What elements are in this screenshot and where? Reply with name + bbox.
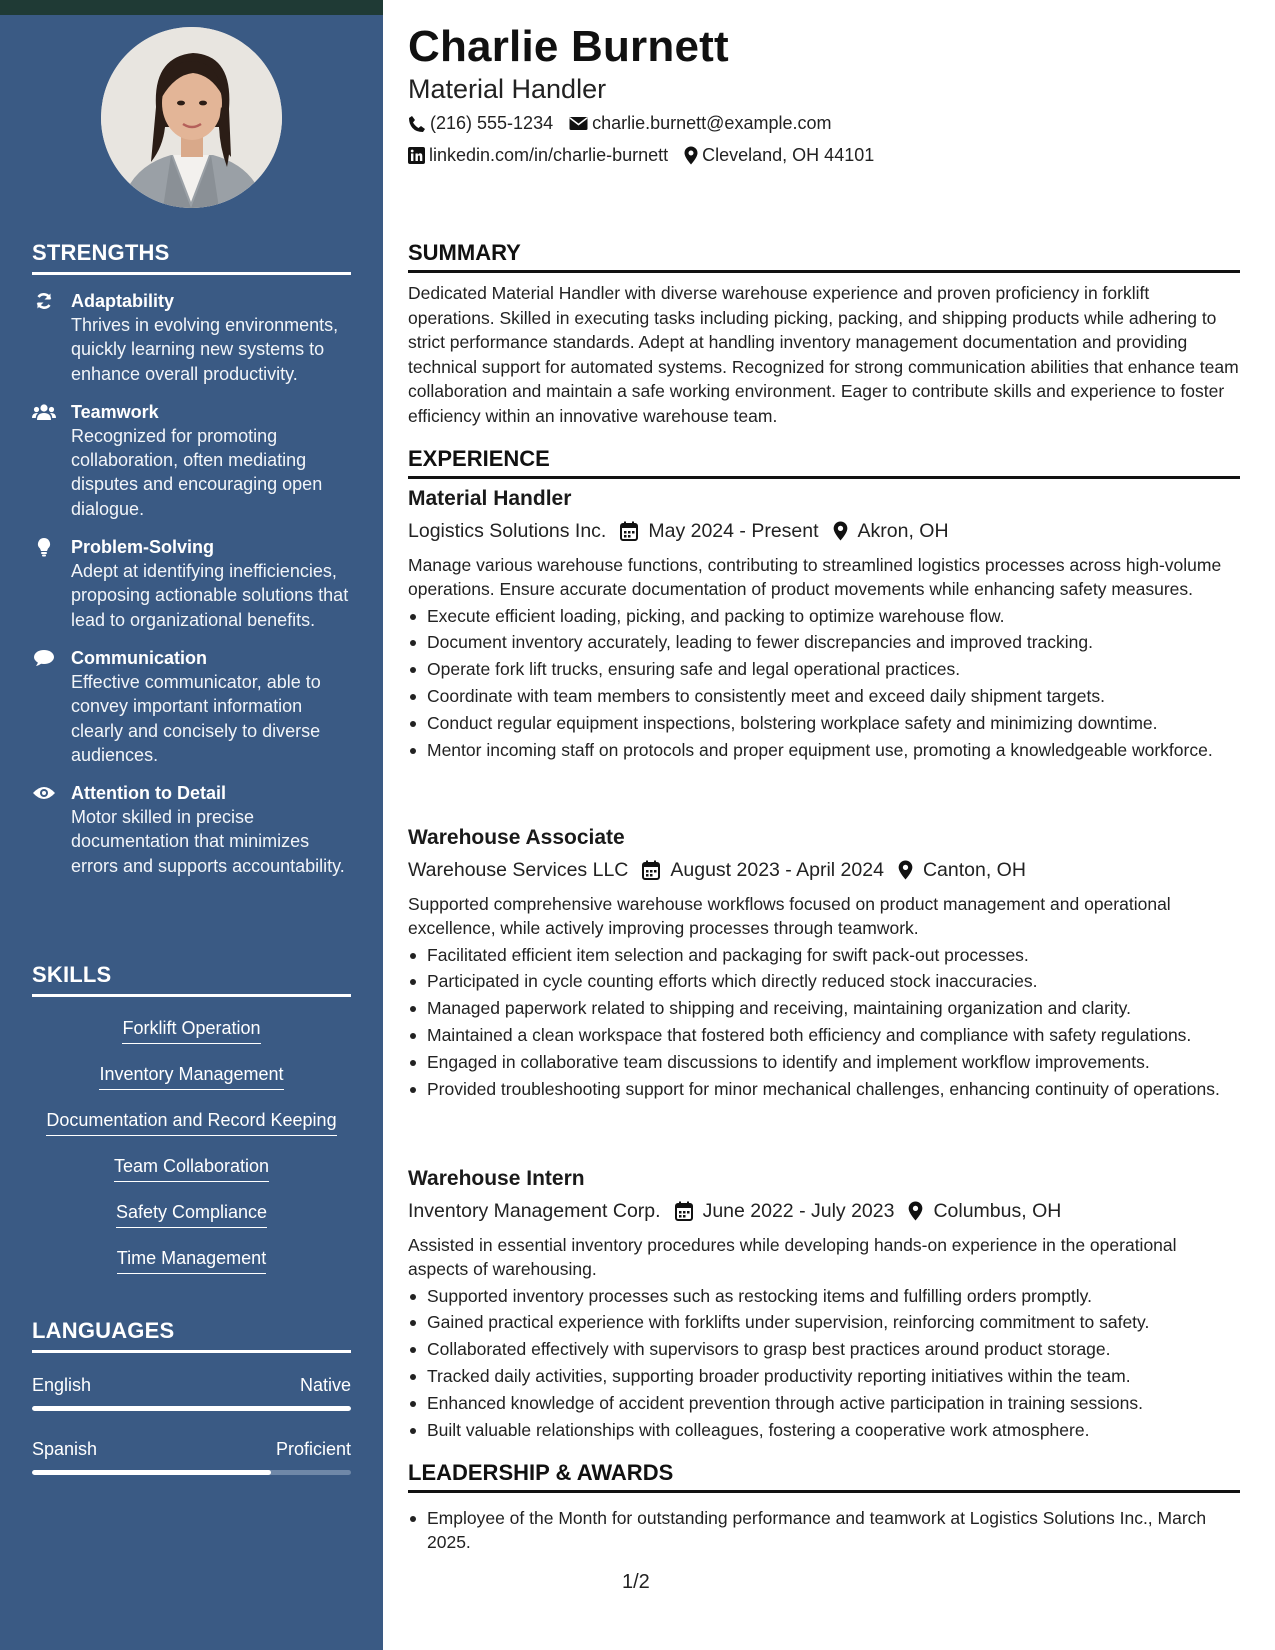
list-item: Collaborated effectively with supervisors to grasp best practices around product storage. [408,1337,1240,1361]
skill-tag: Safety Compliance [116,1200,267,1228]
strengths-heading: STRENGTHS [32,240,351,275]
summary-heading: SUMMARY [408,240,1240,273]
job-meta [408,518,1240,544]
job-bullets [408,943,1240,1102]
list-item: Facilitated efficient item selection and packaging for swift pack-out processes. [408,943,1240,967]
language-name: English [32,1375,92,1395]
candidate-name: Charlie Burnett [408,22,729,71]
list-item: Execute efficient loading, picking, and packing to optimize warehouse flow. [408,604,1240,628]
envelope-icon [569,116,588,131]
job-meta [408,1198,1240,1224]
strength-description: Motor skilled in precise documentation that minimizes errors and supports accountability. [71,807,345,876]
language-proficiency-fill [32,1406,351,1411]
strength-description: Recognized for promoting collaboration, often mediating disputes and encouraging open dialogue. [71,425,323,519]
location-text: Cleveland, OH 44101 [702,145,875,165]
phone-text: (216) 555-1234 [430,113,554,133]
list-item: Enhanced knowledge of accident prevention through active participation in training sessions. [408,1391,1240,1415]
job-bullets [408,1284,1240,1443]
map-pin-icon [833,521,848,541]
list-item: Managed paperwork related to shipping and receiving, maintaining organization and clarity. [408,996,1240,1020]
job-bullets [408,604,1240,763]
job-dates: May 2024 - Present [648,520,819,542]
skill-tag: Documentation and Record Keeping [46,1108,336,1136]
list-item: Provided troubleshooting support for minor mechanical challenges, enhancing continuity of operations. [408,1077,1240,1101]
job-meta [408,857,1240,883]
map-pin-icon [684,146,698,165]
contact-line [408,145,890,166]
language-item [32,1439,351,1475]
list-item: Supported inventory processes such as restocking items and fulfilling orders promptly. [408,1284,1240,1308]
languages-section [32,1318,351,1475]
refresh-icon [32,291,56,311]
experience-heading: EXPERIENCE [408,446,1240,479]
contact-email[interactable] [569,113,831,134]
calendar-icon [642,860,660,880]
skill-tag: Inventory Management [99,1062,283,1090]
list-item: Gained practical experience with forklifts under supervision, reinforcing commitment to safety. [408,1310,1240,1334]
strengths-section [32,240,351,878]
contact-line [408,113,847,134]
job-company: Inventory Management Corp. [408,1200,661,1222]
awards-list [408,1506,1240,1557]
map-pin-icon [898,860,913,880]
strength-description: Effective communicator, able to convey important information clearly and concisely to diverse audiences. [71,671,321,765]
language-name: Spanish [32,1439,98,1459]
job-title: Material Handler [408,487,572,510]
eye-icon [32,783,56,803]
sidebar-top-bar [0,0,383,15]
language-level: Proficient [275,1439,351,1459]
list-item: Operate fork lift trucks, ensuring safe and legal operational practices. [408,657,1240,681]
strength-item [32,781,351,878]
job-description: Supported comprehensive warehouse workflows focused on product management and operational excellence, while actively improving processes through teamwork. [408,894,1171,939]
candidate-role: Material Handler [408,74,607,104]
language-item [32,1375,351,1411]
job-entry [408,1165,1240,1445]
awards-heading: LEADERSHIP & AWARDS [408,1460,1240,1493]
summary-text: Dedicated Material Handler with diverse warehouse experience and proven proficiency in forklift operations. Skilled in executing tasks including picking, packing, and shipping products while adhering to strict performance standards. Adept at handling inventory management documentation and providing technical support for automated systems. Recognized for strong communication abilities that enhance team collaboration and maintain a safe working environment. Eager to contribute skills and experience to foster efficiency within an innovative warehouse team. [408,283,1239,426]
strength-title: Communication [71,647,208,668]
language-proficiency-bar [32,1406,351,1411]
list-item: Tracked daily activities, supporting broader productivity reporting initiatives within the team. [408,1364,1240,1388]
strength-title: Problem-Solving [71,537,215,558]
users-icon [32,402,56,422]
skill-tag: Forklift Operation [122,1016,260,1044]
skill-tag: Team Collaboration [114,1154,269,1182]
contact-location [684,145,874,166]
avatar [101,27,282,208]
job-company: Logistics Solutions Inc. [408,520,607,542]
contact-phone[interactable] [408,113,553,134]
languages-heading: LANGUAGES [32,1318,351,1353]
strength-item [32,289,351,386]
job-entry [408,824,1240,1104]
list-item: Participated in cycle counting efforts which directly reduced stock inaccuracies. [408,969,1240,993]
strength-description: Adept at identifying inefficiencies, proposing actionable solutions that lead to organizational benefits. [71,561,349,630]
list-item: Coordinate with team members to consistently meet and exceed daily shipment targets. [408,684,1240,708]
skills-heading: SKILLS [32,962,351,997]
language-level: Native [299,1375,351,1395]
sidebar [0,0,383,1650]
language-proficiency-fill [32,1470,271,1475]
list-item: Document inventory accurately, leading to fewer discrepancies and improved tracking. [408,630,1240,654]
calendar-icon [620,521,638,541]
strength-description: Thrives in evolving environments, quickly learning new systems to enhance overall productivity. [71,315,339,384]
job-location: Akron, OH [857,520,949,542]
linkedin-text: linkedin.com/in/charlie-burnett [429,145,669,165]
strength-title: Teamwork [71,401,159,422]
job-dates: August 2023 - April 2024 [670,859,884,881]
skills-list [32,997,351,1283]
job-company: Warehouse Services LLC [408,859,629,881]
strength-item [32,646,351,767]
strength-item [32,400,351,521]
job-entry [408,485,1240,765]
job-title: Warehouse Intern [408,1167,585,1190]
skill-tag: Time Management [117,1246,266,1274]
job-dates: June 2022 - July 2023 [702,1200,895,1222]
map-pin-icon [908,1201,923,1221]
strength-item [32,535,351,632]
list-item: Conduct regular equipment inspections, bolstering workplace safety and minimizing downtime. [408,711,1240,735]
lightbulb-icon [32,537,56,557]
linkedin-icon [408,147,425,164]
job-description: Manage various warehouse functions, contributing to streamlined logistics processes across high-volume operations. Ensure accurate documentation of product movements while enhancing safety measures. [408,555,1222,600]
phone-icon [408,115,426,133]
page-number: 1/2 [622,1571,650,1593]
strength-title: Attention to Detail [71,783,226,804]
job-location: Columbus, OH [933,1200,1062,1222]
list-item: Built valuable relationships with colleagues, fostering a cooperative work atmosphere. [408,1418,1240,1442]
contact-linkedin[interactable] [408,145,668,166]
calendar-icon [675,1201,693,1221]
skills-section [32,962,351,1283]
language-proficiency-bar [32,1470,351,1475]
job-location: Canton, OH [922,859,1026,881]
comment-icon [32,648,56,668]
strength-title: Adaptability [71,291,175,311]
email-text: charlie.burnett@example.com [592,113,832,133]
list-item: Engaged in collaborative team discussions to identify and implement workflow improvements. [408,1050,1240,1074]
list-item: Mentor incoming staff on protocols and proper equipment use, promoting a knowledgeable workforce. [408,738,1240,762]
list-item: Maintained a clean workspace that fostered both efficiency and compliance with safety regulations. [408,1023,1240,1047]
list-item: Employee of the Month for outstanding performance and teamwork at Logistics Solutions Inc., March 2025. [408,1506,1240,1555]
job-description: Assisted in essential inventory procedures while developing hands-on experience in the operational aspects of warehousing. [408,1235,1177,1280]
job-title: Warehouse Associate [408,826,625,849]
